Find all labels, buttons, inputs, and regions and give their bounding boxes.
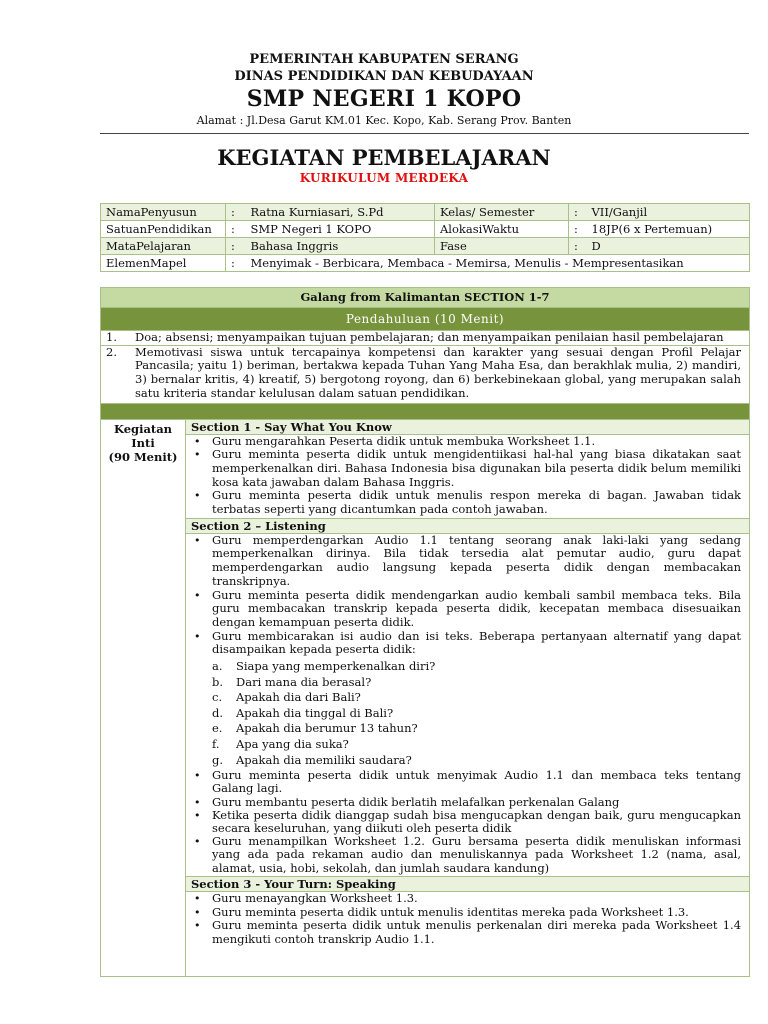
section-1-title: Section 1 - Say What You Know [186,419,750,434]
list-item: • Guru meminta peserta didik untuk mengidentiikasi hal-hal yang biasa dikatakan saat memperkenalkan diri. Bahasa Indonesia bisa digunakan bila peserta didik belum memiliki kosa kata jawaban dalam Bahasa Inggris. [191,448,741,489]
pendahuluan-row [101,308,750,331]
section-2-list-continued [191,769,741,875]
list-item: • Guru membicarakan isi audio dan isi teks. Beberapa pertanyaan alternatif yang dapat disampaikan kepada peserta didik: a. Siapa yang memperkenalkan diri? b. Dari mana dia berasal? c. Apakah dia dari Bali? d. Apakah dia tinggal di Bali? e. Apakah dia berumur 13 tahun? f. Apa yang dia suka? g. Apakah dia memiliki saudara? [191,630,741,769]
info-label: Kelas/ Semester [435,204,569,221]
lesson-title-row [101,288,750,308]
info-colon: : [569,238,587,255]
question-item: a. Siapa yang memperkenalkan diri? [212,659,436,674]
section-1-list [191,435,741,517]
list-item: 1. Doa; absensi; menyampaikan tujuan pembelajaran; dan menyampaikan penilaian hasil pembelajaran [101,331,749,346]
pendahuluan-list [106,331,741,401]
list-item: • Ketika peserta didik dianggap sudah bisa mengucapkan dengan baik, guru mengucapkan secara keseluruhan, yang diikuti oleh peserta didik [191,809,741,835]
lesson-title: Galang from Kalimantan SECTION 1-7 [101,288,750,308]
info-row [101,221,750,238]
info-row [101,238,750,255]
info-label: Fase [435,238,569,255]
header-department: DINAS PENDIDIKAN DAN KEBUDAYAAN [234,69,534,84]
list-item: • Guru meminta peserta didik untuk menulis identitas mereka pada Worksheet 1.3. [191,906,741,920]
info-row [101,204,750,221]
list-item: • Guru meminta peserta didik mendengarkan audio kembali sambil membaca teks. Bila guru membacakan transkrip kepada peserta didik, kecepatan membaca disesuaikan dengan kemampuan peserta didik. [191,589,741,630]
info-value: D [587,238,750,255]
list-item: • Guru membantu peserta didik berlatih melafalkan perkenalan Galang [191,796,741,809]
section-3-content-row [101,891,750,976]
question-item: b. Dari mana dia berasal? [212,674,372,689]
question-item: d. Apakah dia tinggal di Bali? [212,705,394,720]
section-2-content-row [101,533,750,876]
separator-row [101,403,750,419]
list-item: • Guru mengarahkan Peserta didik untuk membuka Worksheet 1.1. [191,435,741,449]
section-2-list [191,534,741,768]
info-label: SatuanPendidikan [101,221,226,238]
info-colon: : [569,221,587,238]
question-item: g. Apakah dia memiliki saudara? [212,752,412,767]
question-item: c. Apakah dia dari Bali? [212,690,361,705]
info-colon: : [569,204,587,221]
pendahuluan-heading: Pendahuluan (10 Menit) [345,312,505,326]
info-colon: : [226,221,246,238]
info-table [100,203,750,272]
info-label: NamaPenyusun [101,204,226,221]
kegiatan-inti-label: Kegiatan Inti (90 Menit) [101,419,186,976]
header-school-name: SMP NEGERI 1 KOPO [246,86,522,112]
info-colon: : [226,204,246,221]
question-item: f. Apa yang dia suka? [212,737,349,752]
section-2-title-row [101,518,750,533]
list-item: • Guru memperdengarkan Audio 1.1 tentang seorang anak laki-laki yang sedang memperkenalkan dirinya. Bila tidak tersedia alat pemutar audio, guru dapat memperdengarkan audio langsung kepada peserta didik dengan membacakan transkripnya. [191,534,741,589]
header-address: Alamat : Jl.Desa Garut KM.01 Kec. Kopo, Kab. Serang Prov. Banten [196,114,572,127]
info-colon: : [226,238,246,255]
list-item: • Guru meminta peserta didik untuk menyimak Audio 1.1 dan membaca teks tentang Galang lagi. [191,769,741,795]
info-value: VII/Ganjil [587,204,750,221]
section-2-title: Section 2 – Listening [186,518,750,533]
info-value: 18JP(6 x Pertemuan) [587,221,750,238]
question-item: e. Apakah dia berumur 13 tahun? [212,721,418,736]
info-value: Bahasa Inggris [246,238,435,255]
section-3-title: Section 3 - Your Turn: Speaking [186,876,750,891]
section-3-list [191,892,741,947]
pendahuluan-content-row [101,331,750,404]
section-1-title-row [101,419,750,434]
section-1-content-row [101,434,750,518]
info-label: AlokasiWaktu [435,221,569,238]
list-item: • Guru menayangkan Worksheet 1.3. [191,892,741,906]
list-item: • Guru menampilkan Worksheet 1.2. Guru bersama peserta didik menuliskan informasi yang ada pada rekaman audio dan menuliskannya pada Worksheet 1.2 (nama, asal, alamat, usia, hobi, sekolah, dan jumlah saudara kandung) [191,835,741,875]
header-divider [100,133,749,134]
activity-table [100,287,750,977]
list-item: 2. Memotivasi siswa untuk tercapainya kompetensi dan karakter yang sesuai dengan Profil Pelajar Pancasila; yaitu 1) beriman, bertakwa kepada Tuhan Yang Maha Esa, dan berakhlak mulia, 2) mandiri, 3) bernalar kritis, 4) kreatif, 5) bergotong royong, dan 6) berkebinekaan global, yang merupakan salah satu kriteria standar kelulusan dalam satuan pendidikan. [106,344,742,400]
document-title: KEGIATAN PEMBELAJARAN [217,145,551,170]
info-label: ElemenMapel [101,255,226,272]
info-row [101,255,750,272]
list-item: • Guru meminta peserta didik untuk menulis respon mereka di bagan. Jawaban tidak terbatas seperti yang dicantumkan pada contoh jawaban. [191,489,741,516]
list-item: • Guru meminta peserta didik untuk menulis perkenalan diri mereka pada Worksheet 1.4 mengikuti contoh transkrip Audio 1.1. [191,919,741,946]
section-3-title-row [101,876,750,891]
info-label: MataPelajaran [101,238,226,255]
info-value: Menyimak - Berbicara, Membaca - Memirsa, Menulis - Mempresentasikan [246,255,750,272]
header-government: PEMERINTAH KABUPATEN SERANG [249,52,519,67]
info-value: SMP Negeri 1 KOPO [246,221,435,238]
info-value: Ratna Kurniasari, S.Pd [246,204,435,221]
question-list [212,659,741,768]
info-colon: : [226,255,246,272]
document-subtitle: KURIKULUM MERDEKA [299,171,469,185]
